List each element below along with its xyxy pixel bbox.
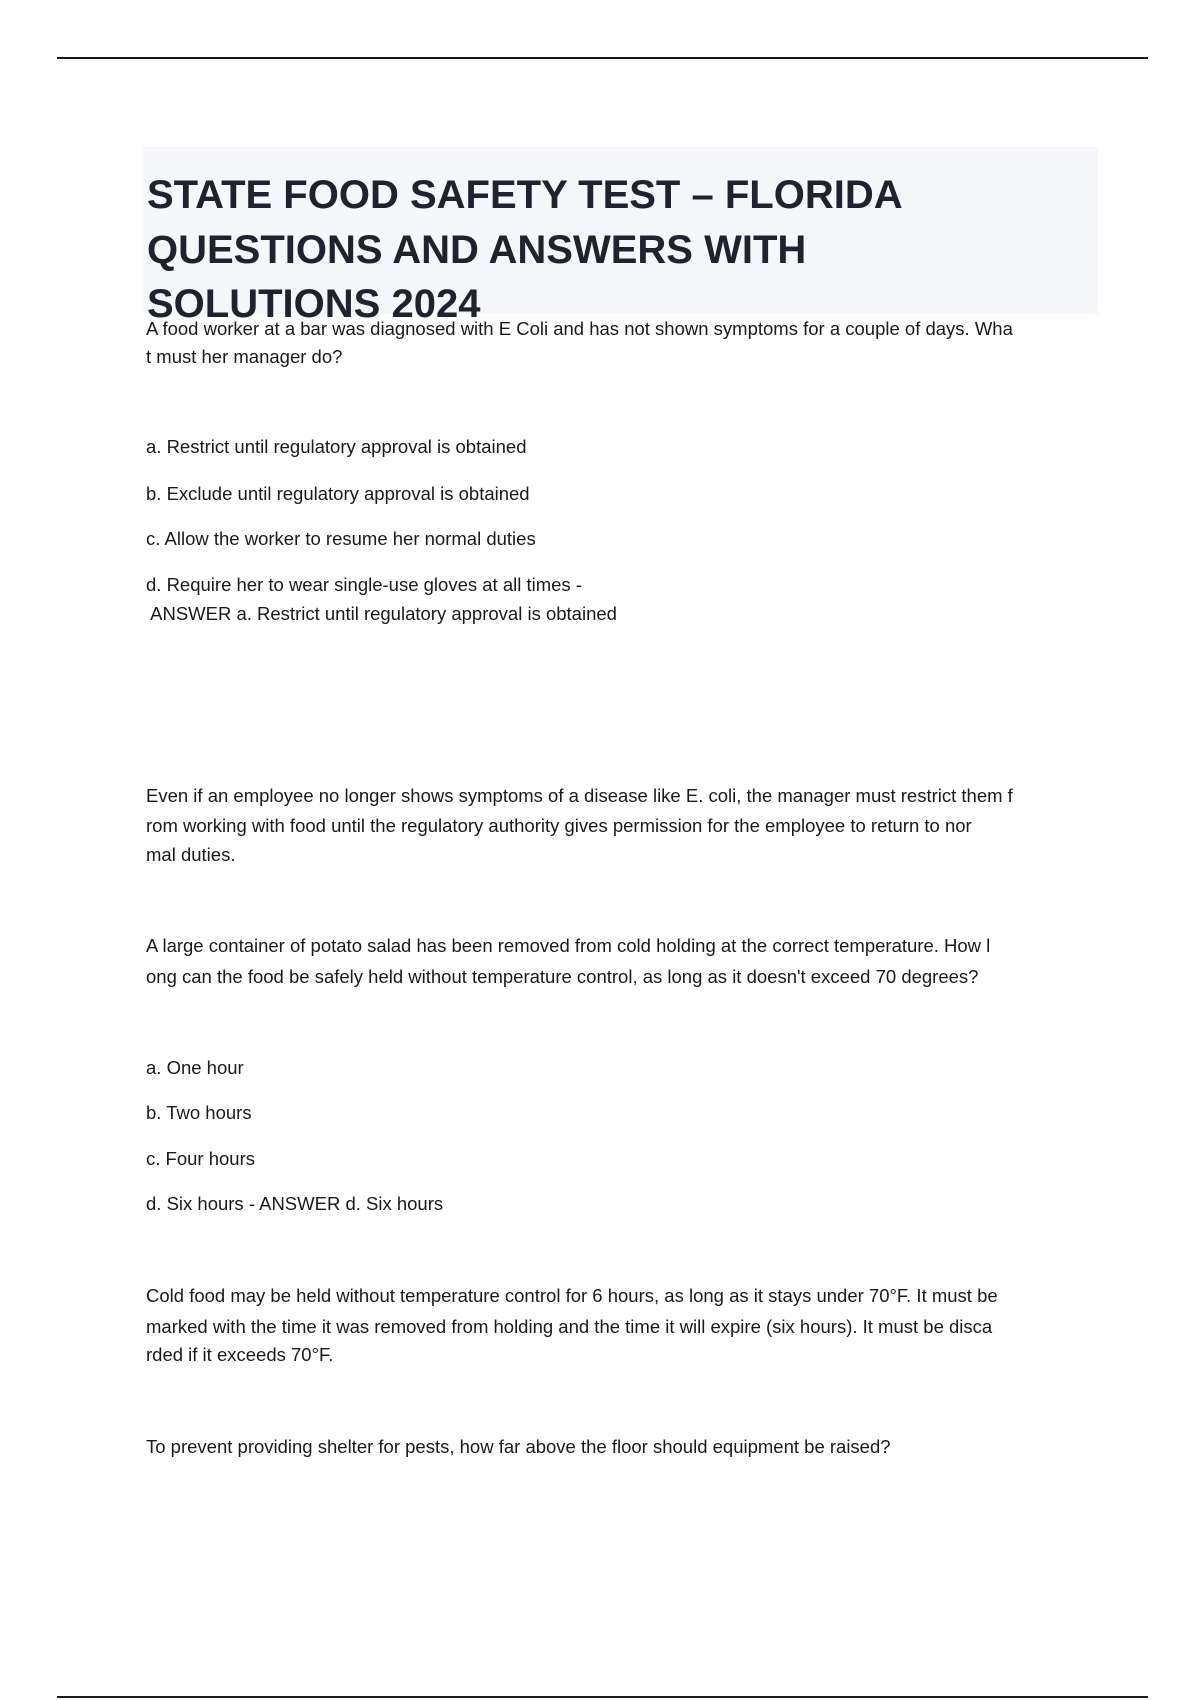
question-1-option-d: d. Require her to wear single-use gloves at all times -: [146, 574, 582, 595]
question-3-text: To prevent providing shelter for pests, how far above the floor should equipment be raised?: [146, 1436, 891, 1457]
question-1-option-c: c. Allow the worker to resume her normal duties: [146, 528, 536, 549]
question-1-option-b: b. Exclude until regulatory approval is obtained: [146, 483, 530, 504]
top-rule: [57, 57, 1148, 59]
question-1-explanation: mal duties.: [146, 844, 236, 865]
document-title-line-1: STATE FOOD SAFETY TEST – FLORIDA: [147, 173, 903, 217]
question-2-text: A large container of potato salad has been removed from cold holding at the correct temperature. How l: [146, 935, 991, 956]
question-1-explanation: Even if an employee no longer shows symptoms of a disease like E. coli, the manager must restrict them f: [146, 785, 1013, 806]
question-1-text: t must her manager do?: [146, 346, 343, 367]
question-1-option-a: a. Restrict until regulatory approval is obtained: [146, 436, 527, 457]
question-2-text: ong can the food be safely held without temperature control, as long as it doesn't exceed 70 degrees?: [146, 966, 979, 987]
question-1-answer: ANSWER a. Restrict until regulatory approval is obtained: [146, 603, 617, 624]
question-2-explanation: marked with the time it was removed from holding and the time it will expire (six hours). It must be disca: [146, 1316, 993, 1337]
question-2-option-c: c. Four hours: [146, 1148, 255, 1169]
question-2-option-b: b. Two hours: [146, 1102, 252, 1123]
question-2-option-a: a. One hour: [146, 1057, 244, 1078]
question-2-explanation: rded if it exceeds 70°F.: [146, 1344, 334, 1365]
question-1-explanation: rom working with food until the regulatory authority gives permission for the employee to return to nor: [146, 815, 972, 836]
question-2-explanation: Cold food may be held without temperature control for 6 hours, as long as it stays under 70°F. It must be: [146, 1285, 998, 1306]
bottom-rule: [57, 1696, 1148, 1698]
question-2-option-d-answer: d. Six hours - ANSWER d. Six hours: [146, 1193, 444, 1214]
question-1-text: A food worker at a bar was diagnosed with E Coli and has not shown symptoms for a couple of days. Wha: [146, 318, 1013, 339]
document-title-line-3: SOLUTIONS 2024: [147, 282, 481, 326]
document-title-line-2: QUESTIONS AND ANSWERS WITH: [147, 228, 807, 272]
